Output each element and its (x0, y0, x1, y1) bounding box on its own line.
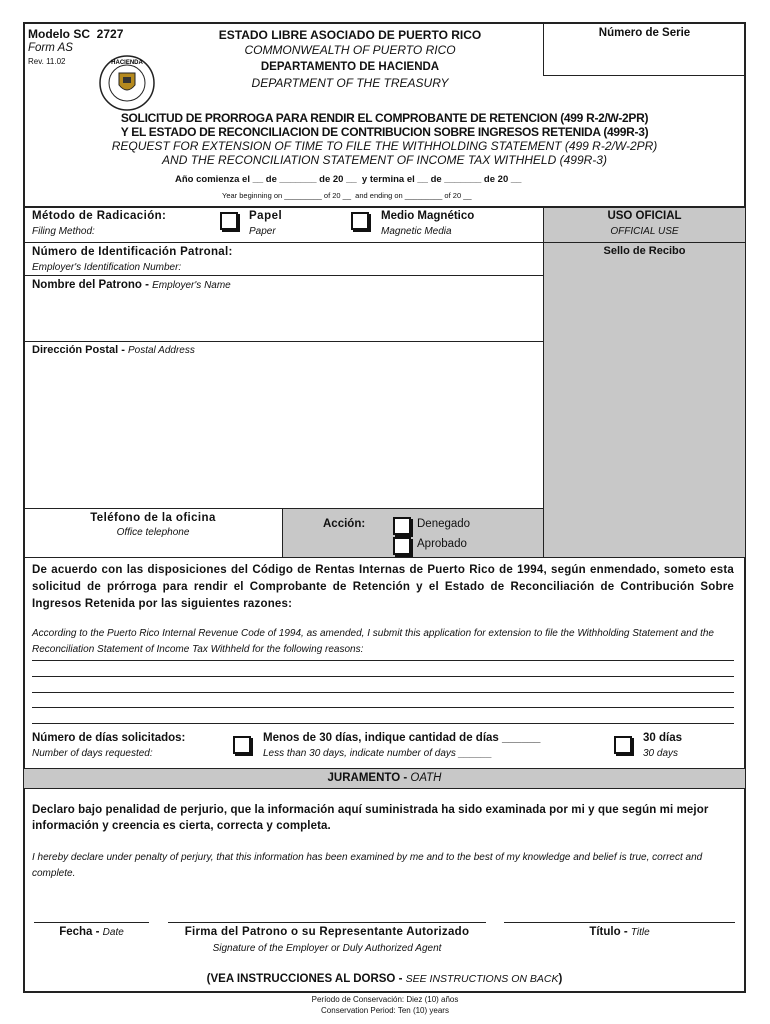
title-line[interactable] (504, 922, 735, 923)
denied-label: Denegado (417, 518, 471, 530)
official-use-title-en: OFFICIAL USE (610, 226, 679, 237)
days-requested-label-en: Number of days requested: (32, 748, 153, 759)
oath-title-en: OATH (410, 772, 442, 784)
signature-label: Firma del Patrono o su Representante Autorizado (184, 926, 470, 938)
days-requested-label: Número de días solicitados: (32, 732, 186, 744)
employer-id-label-en: Employer's Identification Number: (32, 262, 182, 273)
oath-text-es: Declaro bajo penalidad de perjurio, que la información aquí suministrada ha sido examinada por mi y que según mi mejor información y creencia es cierta, correcta y completa. (32, 804, 709, 832)
title-line-1: SOLICITUD DE PRORROGA PARA RENDIR EL COMPROBANTE DE RETENCION (499 R-2/W-2PR) (120, 111, 649, 125)
date-label-es: Fecha - (59, 926, 100, 938)
action-label: Acción: (323, 518, 366, 530)
thirty-days-label: 30 días (643, 732, 682, 744)
receipt-stamp-label: Sello de Recibo (603, 245, 686, 257)
less-than-30-label: Menos de 30 días, indique cantidad de días ______ (263, 732, 541, 744)
title-line-4: AND THE RECONCILIATION STATEMENT OF INCOME TAX WITHHELD (499R-3) (162, 153, 607, 167)
divider-oath-top (24, 768, 745, 769)
office-phone-label: Teléfono de la oficina (90, 512, 216, 524)
magnetic-media-checkbox[interactable] (351, 212, 369, 230)
see-instructions (24, 973, 745, 985)
form-model (28, 27, 123, 41)
postal-address-label-en: Postal Address (127, 345, 195, 356)
reason-line-2 (32, 676, 734, 677)
title-line-2: Y EL ESTADO DE RECONCILIACION DE CONTRIBUCION SOBRE INGRESOS RETENIDA (499R-3) (120, 125, 649, 139)
less-than-30-checkbox[interactable] (233, 736, 251, 754)
paper-label: Papel (249, 210, 283, 222)
less-than-30-label-en: Less than 30 days, indicate number of days ______ (263, 748, 493, 759)
employer-id-label: Número de Identificación Patronal: (32, 246, 233, 258)
postal-address-label-es: Dirección Postal - (32, 344, 125, 356)
denied-checkbox[interactable] (393, 517, 411, 535)
title-label (504, 926, 735, 938)
model-label: Modelo SC (28, 27, 90, 41)
date-line[interactable] (34, 922, 149, 923)
form-as: Form AS (28, 42, 73, 54)
gov-title-en: COMMONWEALTH OF PUERTO RICO (244, 43, 456, 57)
reasons-text-en: According to the Puerto Rico Internal Revenue Code of 1994, as amended, I submit this application for extension to file the Withholding Statement and the Reconciliation Statement of Income Tax Withheld for the following reasons: (32, 628, 714, 655)
divider-phone (282, 509, 283, 558)
divider-top (24, 206, 745, 208)
divider-reasons (24, 557, 745, 558)
divider-oath-bottom (24, 788, 745, 789)
paper-label-en: Paper (249, 226, 276, 237)
action-panel (283, 509, 544, 558)
title-label-es: Título - (589, 926, 628, 938)
approved-label: Aprobado (417, 538, 467, 550)
postal-address-label (32, 344, 195, 356)
oath-text-en: I hereby declare under penalty of perjury, that this information has been examined by me and to the best of my knowledge and belief is true, correct and complete. (32, 852, 703, 879)
official-use-title: USO OFICIAL (607, 210, 682, 222)
reason-line-3 (32, 692, 734, 693)
serial-number-label: Número de Serie (598, 27, 691, 39)
model-number: 2727 (96, 27, 124, 41)
title-line-3: REQUEST FOR EXTENSION OF TIME TO FILE THE WITHHOLDING STATEMENT (499 R-2/W-2PR) (111, 139, 658, 153)
date-label (34, 926, 149, 938)
date-label-en: Date (102, 927, 124, 938)
retention-period-es: Período de Conservación: Diez (10) años (311, 995, 459, 1004)
paper-checkbox[interactable] (220, 212, 238, 230)
approved-checkbox[interactable] (393, 537, 411, 555)
official-use-panel (544, 208, 745, 558)
see-instructions-es: (VEA INSTRUCCIONES AL DORSO - (206, 973, 403, 985)
revision: Rev. 11.02 (28, 57, 66, 66)
dept-title-es: DEPARTAMENTO DE HACIENDA (260, 61, 440, 73)
reason-line-5 (32, 723, 734, 724)
signature-line[interactable] (168, 922, 486, 923)
tax-year-en: Year beginning on _________ of 20 __ and ending on _________ of 20 __ (222, 191, 472, 200)
reasons-input-area[interactable] (32, 656, 734, 724)
magnetic-media-label-en: Magnetic Media (381, 226, 452, 237)
serial-number-box[interactable] (543, 23, 745, 76)
retention-period-en: Conservation Period: Ten (10) years (321, 1006, 449, 1015)
employer-name-label-es: Nombre del Patrono - (32, 279, 149, 291)
divider-official-title (544, 242, 745, 243)
signature-label-en: Signature of the Employer or Duly Authorized Agent (212, 943, 442, 954)
thirty-days-checkbox[interactable] (614, 736, 632, 754)
tax-year-es: Año comienza el __ de _______ de 20 __ y termina el __ de _______ de 20 __ (175, 174, 522, 185)
see-instructions-en: SEE INSTRUCTIONS ON BACK (405, 973, 559, 985)
title-label-en: Title (630, 927, 650, 938)
reason-line-4 (32, 707, 734, 708)
reason-line-1 (32, 660, 734, 661)
filing-method-label-en: Filing Method: (32, 226, 95, 237)
office-phone-label-en: Office telephone (116, 527, 190, 538)
employer-name-label (32, 279, 231, 291)
filing-method-label: Método de Radicación: (32, 210, 167, 222)
treasury-seal-icon (98, 54, 156, 112)
postal-address-field[interactable] (24, 342, 543, 508)
thirty-days-label-en: 30 days (643, 748, 679, 759)
svg-text:HACIENDA: HACIENDA (111, 60, 143, 66)
dept-title-en: DEPARTMENT OF THE TREASURY (251, 76, 449, 90)
magnetic-media-label: Medio Magnético (381, 210, 475, 222)
reasons-text-es: De acuerdo con las disposiciones del Código de Rentas Internas de Puerto Rico de 1994, según enmendado, someto esta solicitud de prórroga para rendir el Comprobante de Retención y el Estado de Reconciliación de Contribución Sobre Ingresos Retenida por las siguientes razones: (32, 564, 734, 610)
gov-title-es: ESTADO LIBRE ASOCIADO DE PUERTO RICO (218, 28, 482, 42)
oath-title (24, 772, 745, 784)
employer-name-label-en: Employer's Name (152, 280, 231, 291)
see-instructions-close: ) (558, 973, 563, 985)
divider-official (543, 207, 544, 558)
oath-title-es: JURAMENTO - (327, 772, 408, 784)
